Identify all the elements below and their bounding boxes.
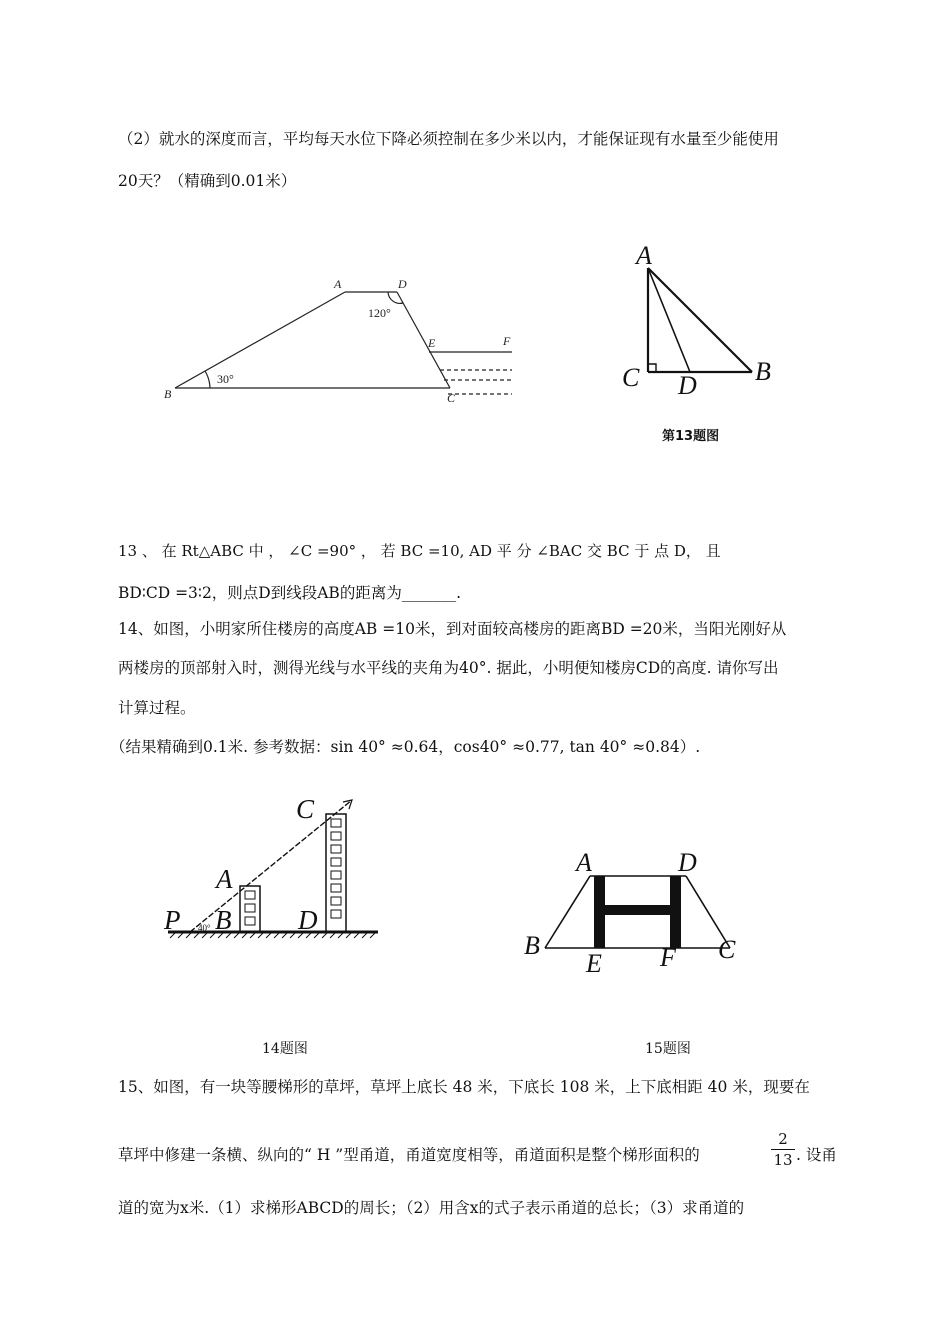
question-14-line4: （结果精确到0.1米. 参考数据：sin 40° ≈0.64，cos40° ≈0.77, tan 40° ≈0.84）. <box>110 738 701 756</box>
dam-label-b: B <box>164 387 172 401</box>
fig14-label-c: C <box>296 794 315 824</box>
dam-label-a: A <box>334 277 342 291</box>
tri13-label-a: A <box>636 241 652 270</box>
trapezoid-h-figure <box>545 876 730 948</box>
fraction-denominator: 13 <box>773 1151 793 1169</box>
h-path-right <box>670 876 681 948</box>
tri13-label-d: D <box>678 371 697 400</box>
right-angle-mark <box>648 364 656 372</box>
fig15-label-a: A <box>576 848 592 877</box>
question-15-line1: 15、如图，有一块等腰梯形的草坪，草坪上底长 48 米，下底长 108 米，上下底相距 40 米，现要在 <box>118 1078 810 1096</box>
fraction-numerator: 2 <box>778 1130 788 1148</box>
trapezoid-leg-ab <box>545 876 590 948</box>
question-14-line3: 计算过程。 <box>118 699 196 717</box>
question-14-line2: 两楼房的顶部射入时，测得光线与水平线的夹角为40°. 据此，小明便知楼房CD的高度. 请你写出 <box>118 659 779 677</box>
angle-arc-b <box>205 371 210 388</box>
h-path-left <box>594 876 605 948</box>
dam-side-dc <box>397 292 450 388</box>
fig15-label-d: D <box>678 848 697 877</box>
figure-14-caption: 14题图 <box>262 1041 308 1057</box>
dam-label-e: E <box>428 336 436 350</box>
fig15-label-e: E <box>586 949 602 978</box>
question-15-line3: 道的宽为x米.（1）求梯形ABCD的周长；（2）用含x的式子表示甬道的总长；（3）求甬道的 <box>118 1199 745 1217</box>
dam-angle-30: 30° <box>217 372 234 386</box>
triangle-13-figure <box>648 268 752 372</box>
fig15-label-f: F <box>660 943 676 972</box>
dam-angle-120: 120° <box>368 306 391 320</box>
fig14-angle-40: 40° <box>198 923 211 933</box>
buildings-figure <box>168 800 378 938</box>
building-cd-windows <box>331 819 341 918</box>
question-14-line1: 14、如图，小明家所住楼房的高度AB =10米，到对面较高楼房的距离BD =20米，当阳光刚好从 <box>118 620 787 638</box>
text-line-q12-part2: （2）就水的深度而言，平均每天水位下降必须控制在多少米以内，才能保证现有水量至少能使用 <box>118 130 779 148</box>
dam-label-c: C <box>447 391 456 405</box>
triangle-side-ab <box>648 268 752 372</box>
fig15-label-b: B <box>524 931 540 960</box>
question-15-line2-end: . 设甬 <box>796 1146 837 1164</box>
tri13-label-c: C <box>622 363 640 392</box>
dam-label-d: D <box>398 277 407 291</box>
building-ab-windows <box>245 891 255 925</box>
tri13-label-b: B <box>755 357 771 386</box>
fig14-label-b: B <box>215 905 232 935</box>
figure-15-caption: 15题图 <box>645 1041 691 1057</box>
dam-side-ba <box>175 292 345 388</box>
fig14-label-a: A <box>216 864 233 894</box>
question-13-line1: 13 、 在 Rt△ABC 中 ， ∠C =90° ， 若 BC =10, AD 平 分 ∠BAC 交 BC 于 点 D， 且 <box>118 542 721 560</box>
figure-13-caption: 第13题图 <box>662 429 720 444</box>
angle-bisector-ad <box>648 268 690 372</box>
fig14-label-p: P <box>164 905 181 935</box>
fig15-label-c: C <box>718 935 736 964</box>
h-path-crossbar <box>605 905 670 915</box>
dam-label-f: F <box>503 334 511 348</box>
fig14-label-d: D <box>298 905 318 935</box>
question-15-line2: 草坪中修建一条横、纵向的“ H ”型甬道，甬道宽度相等，甬道面积是整个梯形面积的 <box>118 1146 700 1164</box>
question-13-line2: BD∶CD =3∶2，则点D到线段AB的距离为_______. <box>118 584 461 602</box>
text-line-q12-precision: 20天？（精确到0.01米） <box>118 172 297 190</box>
